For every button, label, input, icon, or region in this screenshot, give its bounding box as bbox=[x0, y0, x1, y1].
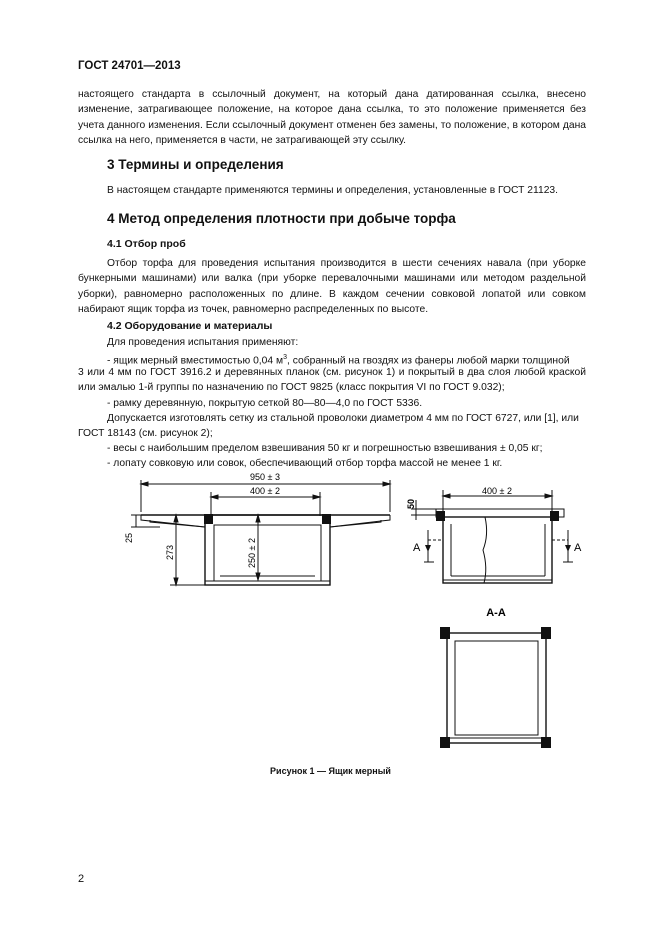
cubic-superscript: 3 bbox=[283, 354, 287, 361]
equipment-allowed-note: Допускается изготовлять сетку из стальной проволоки диаметром 4 мм по ГОСТ 6727, или [1], или bbox=[107, 413, 579, 424]
dim-273-label: 273 bbox=[165, 544, 175, 560]
equipment-item-shovel: - лопату совковую или совок, обеспечивающий отбор торфа массой не менее 1 кг. bbox=[107, 458, 503, 469]
subsection-4-2-title: 4.2 Оборудование и материалы bbox=[107, 320, 273, 332]
dim-50-label: 50 bbox=[406, 498, 416, 509]
intro-paragraph: настоящего стандарта в ссылочный документ, на который дана датированная ссылка, внесено изменение, затрагивающее положение, на которое дана ссылка, то это положение применяется без учета данного изменения. Если ссылочный документ отменен без замены, то положение, в котором дана ссылка на него, применяется в части, не затрагивающей эту ссылку. bbox=[78, 89, 586, 147]
section-4-title: 4 Метод определения плотности при добыче торфа bbox=[107, 211, 456, 226]
dim-400-left-label: 400 ± 2 bbox=[250, 486, 280, 496]
section-view-label: А-А bbox=[486, 607, 506, 619]
equipment-item-box-continued: 3 или 4 мм по ГОСТ 3916.2 и деревянных планок (см. рисунок 1) и покрытый в два слоя любой краской или эмалью 1-й группы по назначению по ГОСТ 9825 (класс покрытия VI по ГОСТ 9.032); bbox=[78, 367, 586, 394]
figure-caption: Рисунок 1 — Ящик мерный bbox=[270, 766, 391, 776]
dim-25-label: 25 bbox=[124, 532, 134, 543]
dim-400-right-label: 400 ± 2 bbox=[482, 486, 512, 496]
section-marker-right: A bbox=[574, 542, 582, 554]
equipment-item-scales: - весы с наибольшим пределом взвешивания 50 кг и погрешностью взвешивания ± 0,05 кг; bbox=[107, 443, 543, 454]
dim-950-label: 950 ± 3 bbox=[250, 472, 280, 482]
section-3-title: 3 Термины и определения bbox=[107, 157, 284, 172]
document-code: ГОСТ 24701—2013 bbox=[78, 60, 181, 72]
page-number: 2 bbox=[78, 873, 85, 885]
dim-250-label: 250 ± 2 bbox=[247, 538, 257, 568]
subsection-4-1-text: Отбор торфа для проведения испытания производится в шести сечениях навала (при уборке бункерными машинами) или валка (при уборке перевалочными машинами или методом раздельной уборки), равномерно расположенных по длине. В каждом сечении совковой лопатой или совком набирают ящик торфа из точек, равномерно распределенных по высоте. bbox=[78, 258, 586, 316]
equipment-item-box-rest: , собранный на гвоздях из фанеры любой марки толщиной bbox=[286, 355, 570, 367]
equipment-intro: Для проведения испытания применяют: bbox=[107, 337, 299, 348]
equipment-allowed-note-continued: ГОСТ 18143 (см. рисунок 2); bbox=[78, 428, 213, 439]
section-3-text: В настоящем стандарте применяются термины и определения, установленные в ГОСТ 21123. bbox=[107, 185, 559, 196]
equipment-item-frame: - рамку деревянную, покрытую сеткой 80—80—4,0 по ГОСТ 5336. bbox=[107, 398, 423, 409]
section-marker-left: A bbox=[413, 542, 421, 554]
subsection-4-1-title: 4.1 Отбор проб bbox=[107, 238, 186, 250]
equipment-item-box-start: - ящик мерный вместимостью 0,04 м bbox=[107, 355, 284, 367]
